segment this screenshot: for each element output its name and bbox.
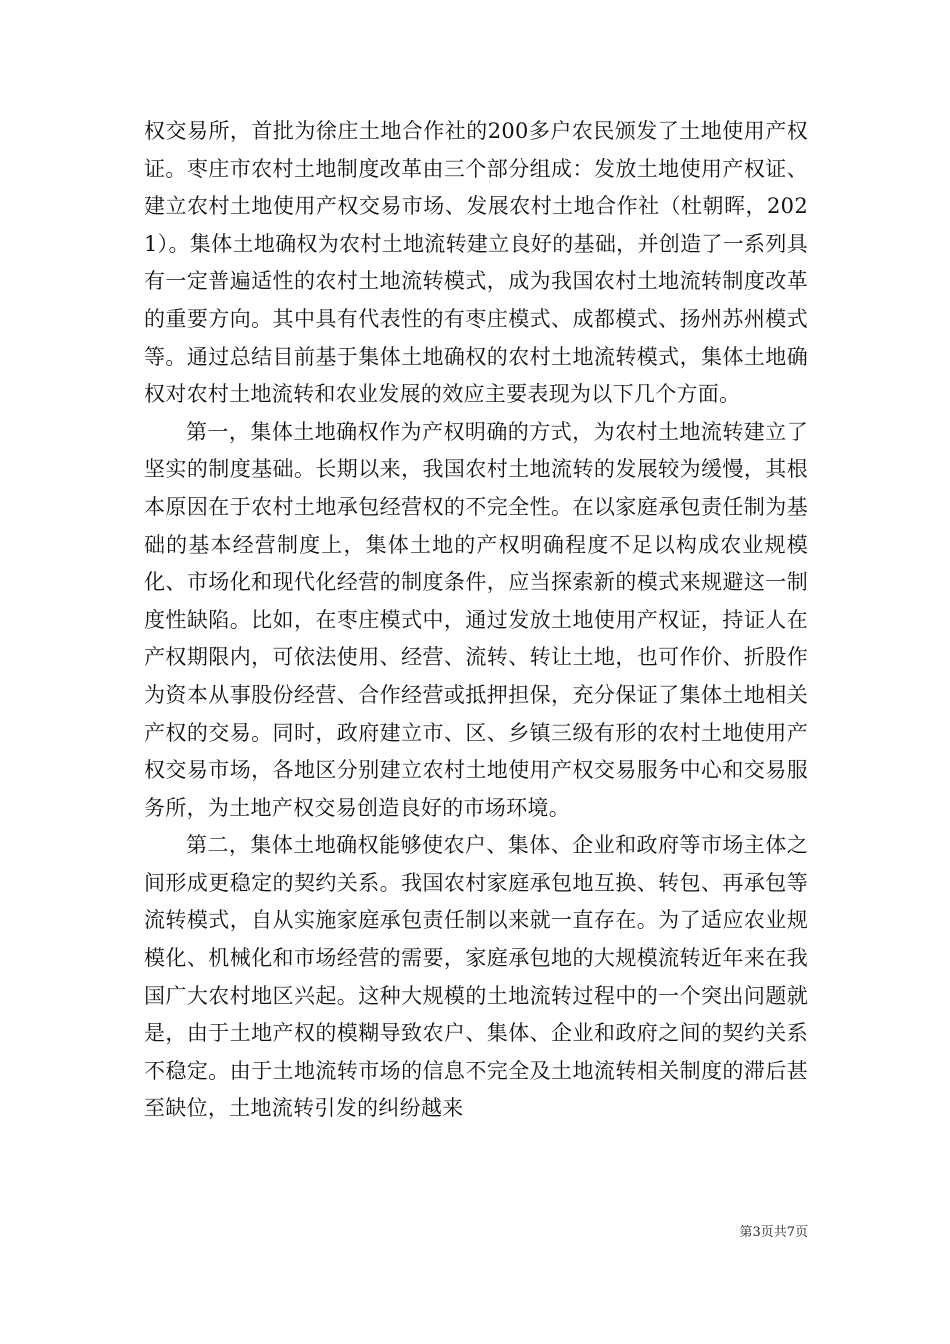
paragraph-continuation: 权交易所，首批为徐庄土地合作社的200多户农民颁发了土地使用产权证。枣庄市农村土地制度改革由三个部分组成：发放土地使用产权证、建立农村土地使用产权交易市场、发展农村土地合作社（杜朝晖，2021）。集体土地确权为农村土地流转建立良好的基础，并创造了一系列具有一定普遍适性的农村土地流转模式，成为我国农村土地流转制度改革的重要方向。其中具有代表性的有枣庄模式、成都模式、扬州苏州模式等。通过总结目前基于集体土地确权的农村土地流转模式，集体土地确权对农村土地流转和农业发展的效应主要表现为以下几个方面。 [144, 119, 808, 407]
paragraph-second-point: 第二，集体土地确权能够使农户、集体、企业和政府等市场主体之间形成更稳定的契约关系。我国农村家庭承包地互换、转包、再承包等流转模式，自从实施家庭承包责任制以来就一直存在。为了适应农业规模化、机械化和市场经营的需要，家庭承包地的大规模流转近年来在我国广大农村地区兴起。这种大规模的土地流转过程中的一个突出问题就是，由于土地产权的模糊导致农户、集体、企业和政府之间的契约关系不稳定。由于土地流转市场的信息不完全及土地流转相关制度的滞后甚至缺位，土地流转引发的纠纷越来 [144, 833, 808, 1121]
page-number-footer: 第3页共7页 [739, 1225, 808, 1240]
document-body [144, 113, 808, 1128]
paragraph-first-point: 第一，集体土地确权作为产权明确的方式，为农村土地流转建立了坚实的制度基础。长期以来，我国农村土地流转的发展较为缓慢，其根本原因在于农村土地承包经营权的不完全性。在以家庭承包责任制为基础的基本经营制度上，集体土地的产权明确程度不足以构成农业规模化、市场化和现代化经营的制度条件，应当探索新的模式来规避这一制度性缺陷。比如，在枣庄模式中，通过发放土地使用产权证，持证人在产权期限内，可依法使用、经营、流转、转让土地，也可作价、折股作为资本从事股份经营、合作经营或抵押担保，充分保证了集体土地相关产权的交易。同时，政府建立市、区、乡镇三级有形的农村土地使用产权交易市场，各地区分别建立农村土地使用产权交易服务中心和交易服务所，为土地产权交易创造良好的市场环境。 [144, 419, 808, 820]
